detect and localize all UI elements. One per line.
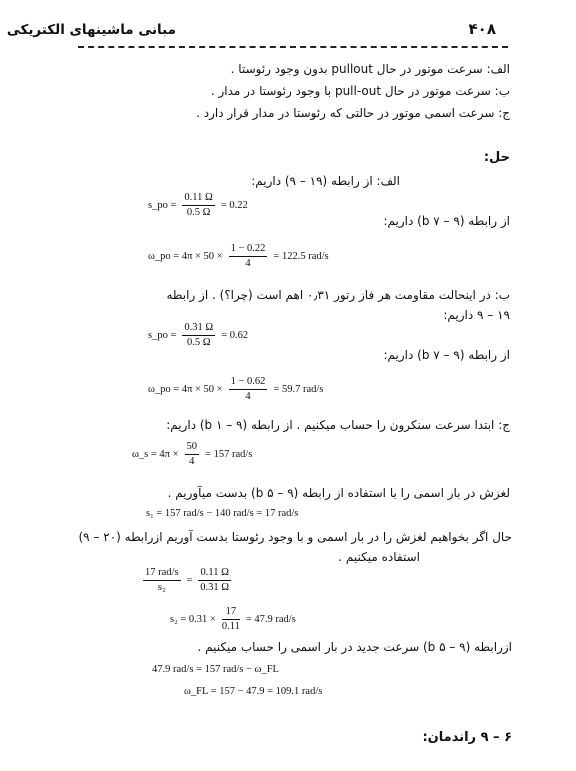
solution-a-intro: الف: از رابطه (۱۹ – ۹) داریم: [251,174,400,188]
equation-wpo-b: ω_po = 4π × 50 × $\frac{1 - 0.62}{4}$ = 59.7 rad/s [148,376,324,402]
now-line1: حال اگر بخواهیم لغزش را در بار اسمی و با وجود رئوستا بدست آوریم ازرابطه (۲۰ – ۹) [78,530,512,544]
equation-wfl-setup: 47.9 rad/s = 157 rad/s − ω_FL [152,664,279,675]
slip-rated-line: لغزش در بار اسمی را با استفاده از رابطه (b ۵ – ۹) بدست میآوریم . [167,486,510,500]
equation-s2: s₂ = 0.31 × $\frac{17}{0.11}$ = 47.9 rad/s [170,606,296,632]
solution-b-line1: ب: در اینحالت مقاومت هر فاز رتور ۰٫۳۱ اهم است (چرا؟) . از رابطه [166,288,510,302]
equation-ws: ω_s = 4π × $\frac{50}{4}$ = 157 rad/s [132,441,253,467]
running-title: مبانی ماشینهای الکتریکی [6,22,176,38]
solution-heading: حل: [483,150,510,165]
from-relation-b7-second: از رابطه (b ۷ – ۹) داریم: [383,348,510,362]
equation-wfl-result: ω_FL = 157 − 47.9 = 109.1 rad/s [184,686,323,697]
section-heading: ۶ – ۹ راندمان: [422,730,512,745]
solution-b-line2: ۱۹ – ۹ داریم: [443,308,510,322]
now-line2: استفاده میکنیم . [338,550,420,564]
problem-part-b: ب: سرعت موتور در حال pull-out با وجود رئوستا در مدار . [210,84,510,98]
equation-spo-a: s_po = $\frac{0.11 \Omega}{0.5 \Omega}$ = 0.22 [148,192,248,218]
equation-ratio: $\frac{\text{17 rad/s}}{\text{s₂}}$ = $\frac{0.11 \Omega}{0.31 \Omega}$ [145,567,230,593]
equation-spo-b: s_po = $\frac{0.31 \Omega}{0.5 \Omega}$ = 0.62 [148,322,249,348]
equation-wpo-a: ω_po = 4π × 50 × $\frac{1 - 0.22}{4}$ = 122.5 rad/s [148,243,329,269]
from-relation-b7: از رابطه (b ۷ – ۹) داریم: [383,214,510,228]
page-number: ۴۰۸ [468,20,496,38]
header-rule [78,46,508,48]
problem-part-c: ج: سرعت اسمی موتور در حالتی که رئوستا در مدار قرار دارد . [196,106,510,120]
problem-part-a: الف: سرعت موتور در حال pullout بدون وجود رئوستا . [230,62,510,76]
equation-s1: s₁ = 157 rad/s − 140 rad/s = 17 rad/s [146,508,299,519]
from-relation-b5: ازرابطه (b ۵ – ۹) سرعت جدید در بار اسمی را حساب میکنیم . [197,640,512,654]
solution-c-line: ج: ابتدا سرعت سنکرون را حساب میکنیم . از رابطه (b ۱ – ۹) داریم: [166,418,510,432]
